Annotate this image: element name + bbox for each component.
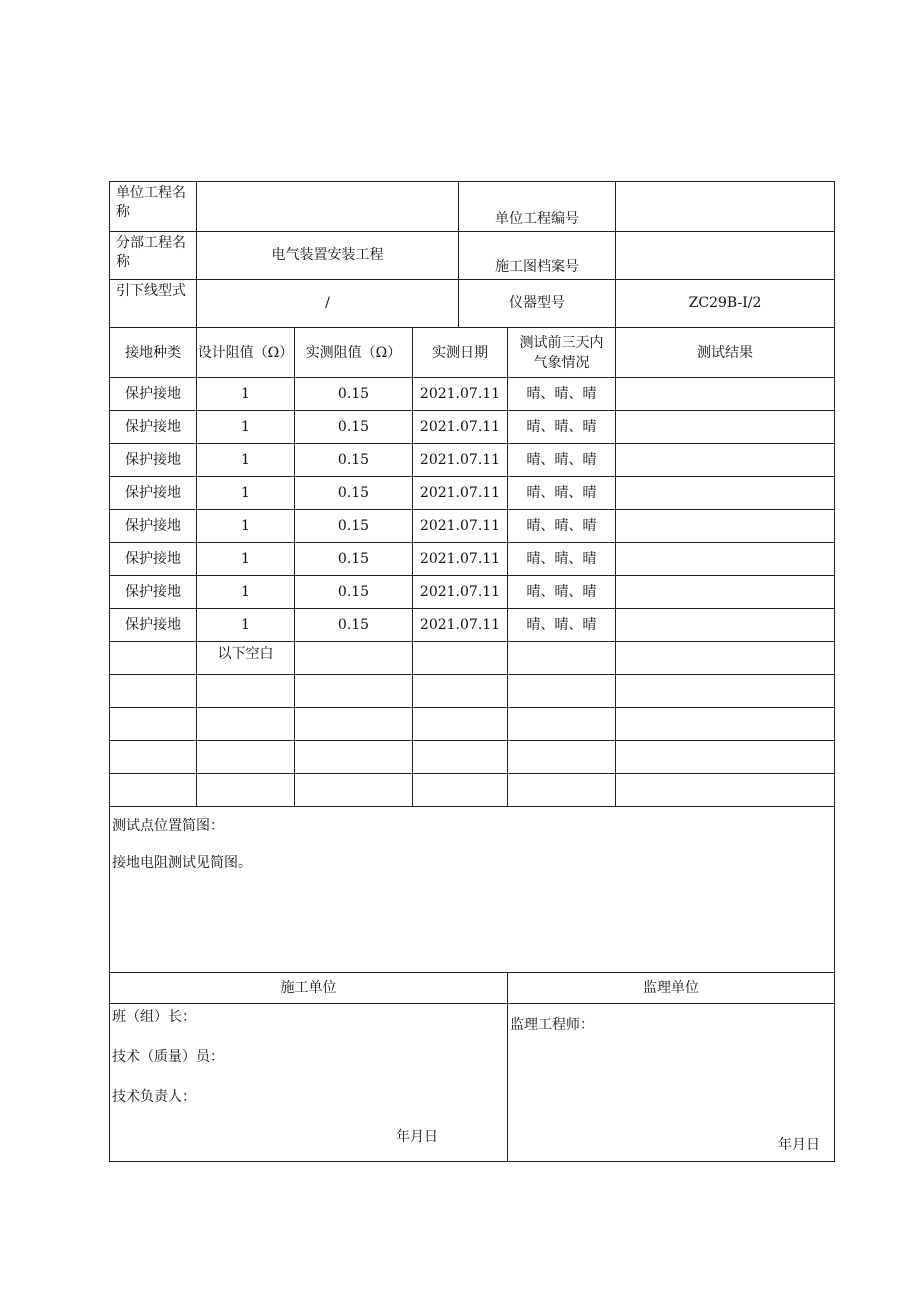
measured-resistance-cell <box>295 675 413 708</box>
weather-cell: 晴、晴、晴 <box>508 378 616 411</box>
sub-project-name-label: 分部工程名称 <box>110 232 197 280</box>
measure-date-cell: 2021.07.11 <box>413 576 508 609</box>
col-design-resistance: 设计阻值（Ω） <box>197 328 295 378</box>
table-row <box>110 378 835 411</box>
measure-date-cell: 2021.07.11 <box>413 609 508 642</box>
design-resistance-cell: 1 <box>197 609 295 642</box>
measure-date-cell <box>413 642 508 675</box>
result-cell <box>616 477 835 510</box>
result-cell <box>616 675 835 708</box>
diagram-notes <box>110 807 835 973</box>
measured-resistance-cell <box>295 774 413 807</box>
weather-cell <box>508 774 616 807</box>
supervision-sign-area <box>508 1004 835 1162</box>
result-cell <box>616 774 835 807</box>
design-resistance-cell: 1 <box>197 576 295 609</box>
supervision-date-label: 年月日 <box>778 1137 821 1153</box>
design-resistance-cell: 1 <box>197 378 295 411</box>
form-table <box>109 181 835 1162</box>
construction-unit-header: 施工单位 <box>110 973 508 1004</box>
sub-project-name-value: 电气装置安装工程 <box>197 232 459 280</box>
ground-type-cell: 保护接地 <box>110 576 197 609</box>
measured-resistance-cell: 0.15 <box>295 609 413 642</box>
weather-cell: 晴、晴、晴 <box>508 444 616 477</box>
drawing-archive-label: 施工图档案号 <box>459 232 616 280</box>
weather-cell <box>508 675 616 708</box>
design-resistance-cell: 以下空白 <box>197 642 295 675</box>
ground-type-cell <box>110 741 197 774</box>
weather-cell <box>508 642 616 675</box>
measured-resistance-cell: 0.15 <box>295 510 413 543</box>
ground-type-cell: 保护接地 <box>110 477 197 510</box>
col-measure-date: 实测日期 <box>413 328 508 378</box>
table-row <box>110 411 835 444</box>
weather-cell: 晴、晴、晴 <box>508 477 616 510</box>
table-row <box>110 741 835 774</box>
ground-type-cell: 保护接地 <box>110 543 197 576</box>
ground-type-cell: 保护接地 <box>110 444 197 477</box>
diagram-label: 测试点位置简图： <box>112 818 224 834</box>
measured-resistance-cell: 0.15 <box>295 477 413 510</box>
table-row <box>110 774 835 807</box>
measure-date-cell: 2021.07.11 <box>413 411 508 444</box>
table-row <box>110 675 835 708</box>
tech-lead-label: 技术负责人： <box>112 1089 196 1105</box>
construction-sign-area <box>110 1004 508 1162</box>
result-cell <box>616 576 835 609</box>
quality-tech-label: 技术（质量）员： <box>112 1049 224 1065</box>
table-row <box>110 477 835 510</box>
down-lead-type-value: / <box>197 280 459 328</box>
measure-date-cell <box>413 774 508 807</box>
measured-resistance-cell <box>295 642 413 675</box>
design-resistance-cell <box>197 774 295 807</box>
down-lead-type-label: 引下线型式 <box>110 280 197 328</box>
result-cell <box>616 378 835 411</box>
construction-date-label: 年月日 <box>396 1129 438 1145</box>
measured-resistance-cell: 0.15 <box>295 576 413 609</box>
measure-date-cell: 2021.07.11 <box>413 543 508 576</box>
measured-resistance-cell: 0.15 <box>295 411 413 444</box>
unit-project-name-label: 单位工程名称 <box>110 182 197 232</box>
ground-type-cell <box>110 774 197 807</box>
measured-resistance-cell: 0.15 <box>295 444 413 477</box>
result-cell <box>616 510 835 543</box>
measure-date-cell <box>413 675 508 708</box>
supervision-engineer-label: 监理工程师： <box>510 1017 595 1033</box>
result-cell <box>616 609 835 642</box>
weather-cell: 晴、晴、晴 <box>508 609 616 642</box>
supervision-unit-header: 监理单位 <box>508 973 835 1004</box>
ground-type-cell: 保护接地 <box>110 411 197 444</box>
weather-cell <box>508 708 616 741</box>
measure-date-cell: 2021.07.11 <box>413 477 508 510</box>
instrument-model-value: ZC29B-I/2 <box>616 280 835 328</box>
col-result: 测试结果 <box>616 328 835 378</box>
weather-cell: 晴、晴、晴 <box>508 510 616 543</box>
grounding-resistance-form <box>109 181 834 1164</box>
measure-date-cell: 2021.07.11 <box>413 378 508 411</box>
result-cell <box>616 543 835 576</box>
instrument-model-label: 仪器型号 <box>459 280 616 328</box>
col-ground-type: 接地种类 <box>110 328 197 378</box>
table-row <box>110 510 835 543</box>
col-weather: 测试前三天内气象情况 <box>508 328 616 378</box>
measure-date-cell: 2021.07.11 <box>413 444 508 477</box>
measure-date-cell <box>413 741 508 774</box>
result-cell <box>616 411 835 444</box>
ground-type-cell <box>110 675 197 708</box>
drawing-archive-value <box>616 232 835 280</box>
measure-date-cell <box>413 708 508 741</box>
result-cell <box>616 444 835 477</box>
design-resistance-cell: 1 <box>197 444 295 477</box>
design-resistance-cell <box>197 741 295 774</box>
ground-type-cell: 保护接地 <box>110 378 197 411</box>
measured-resistance-cell: 0.15 <box>295 378 413 411</box>
weather-cell: 晴、晴、晴 <box>508 543 616 576</box>
design-resistance-cell: 1 <box>197 543 295 576</box>
ground-type-cell: 保护接地 <box>110 609 197 642</box>
weather-cell: 晴、晴、晴 <box>508 411 616 444</box>
team-leader-label: 班（组）长： <box>112 1009 196 1025</box>
unit-project-code-label: 单位工程编号 <box>459 182 616 232</box>
measure-date-cell: 2021.07.11 <box>413 510 508 543</box>
design-resistance-cell: 1 <box>197 411 295 444</box>
design-resistance-cell <box>197 675 295 708</box>
table-row <box>110 642 835 675</box>
unit-project-code-value <box>616 182 835 232</box>
design-resistance-cell <box>197 708 295 741</box>
ground-type-cell: 保护接地 <box>110 510 197 543</box>
table-row <box>110 609 835 642</box>
table-row <box>110 543 835 576</box>
result-cell <box>616 708 835 741</box>
diagram-text: 接地电阻测试见简图。 <box>112 855 252 871</box>
result-cell <box>616 741 835 774</box>
measured-resistance-cell <box>295 708 413 741</box>
ground-type-cell <box>110 642 197 675</box>
measured-resistance-cell <box>295 741 413 774</box>
unit-project-name-value <box>197 182 459 232</box>
design-resistance-cell: 1 <box>197 510 295 543</box>
design-resistance-cell: 1 <box>197 477 295 510</box>
table-row <box>110 708 835 741</box>
col-measured-resistance: 实测阻值（Ω） <box>295 328 413 378</box>
weather-cell: 晴、晴、晴 <box>508 576 616 609</box>
measured-resistance-cell: 0.15 <box>295 543 413 576</box>
weather-cell <box>508 741 616 774</box>
table-row <box>110 576 835 609</box>
table-row <box>110 444 835 477</box>
result-cell <box>616 642 835 675</box>
ground-type-cell <box>110 708 197 741</box>
